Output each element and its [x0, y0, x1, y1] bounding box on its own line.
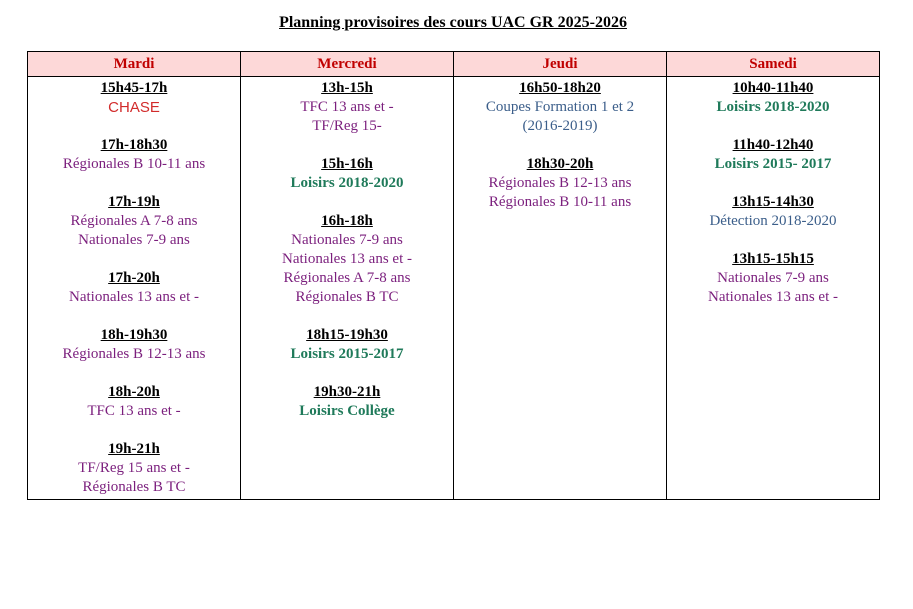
- course-slot: [671, 79, 875, 117]
- day-column-mardi: [28, 77, 241, 500]
- course-slot: [245, 155, 449, 193]
- course-slot: [245, 383, 449, 421]
- slot-course: (2016-2019): [522, 118, 598, 134]
- slot-course: Régionales B 12-13 ans: [62, 346, 206, 362]
- slot-time: 19h30-21h: [313, 384, 381, 400]
- course-slot: [245, 79, 449, 136]
- slot-course: Coupes Formation 1 et 2: [485, 99, 635, 115]
- slot-course: Loisirs Collège: [299, 403, 395, 419]
- slot-course: Régionales B 12-13 ans: [488, 175, 632, 191]
- slot-course: Nationales 13 ans et -: [282, 251, 412, 267]
- course-slot: [32, 440, 236, 497]
- course-slot: [671, 250, 875, 307]
- schedule-table: [27, 51, 880, 500]
- course-slot: [458, 79, 662, 136]
- slot-course: Régionales A 7-8 ans: [283, 270, 411, 286]
- slot-course: Régionales B TC: [295, 289, 399, 305]
- day-header-jeudi: Jeudi: [454, 52, 667, 77]
- slot-course: Nationales 7-9 ans: [291, 232, 403, 248]
- slot-course: TFC 13 ans et -: [300, 99, 394, 115]
- slot-course: TF/Reg 15-: [312, 118, 382, 134]
- day-header-samedi: Samedi: [667, 52, 880, 77]
- slot-time: 19h-21h: [108, 441, 160, 457]
- slot-course: Loisirs 2018-2020: [290, 175, 404, 191]
- slot-course: Détection 2018-2020: [709, 213, 837, 229]
- slot-time: 18h30-20h: [526, 156, 594, 172]
- slot-time: 15h45-17h: [100, 80, 168, 96]
- day-header-mercredi: Mercredi: [241, 52, 454, 77]
- course-slot: [671, 136, 875, 174]
- slot-course: Régionales A 7-8 ans: [70, 213, 198, 229]
- slot-course: Régionales B TC: [82, 479, 186, 495]
- slot-course: TFC 13 ans et -: [87, 403, 181, 419]
- course-slot: [32, 326, 236, 364]
- slot-time: 13h-15h: [321, 80, 373, 96]
- slot-time: 17h-19h: [108, 194, 160, 210]
- slot-time: 15h-16h: [321, 156, 373, 172]
- course-slot: [671, 193, 875, 231]
- course-slot: [245, 212, 449, 307]
- slot-time: 13h15-14h30: [732, 194, 814, 210]
- day-column-mercredi: [241, 77, 454, 500]
- slot-time: 18h-20h: [108, 384, 160, 400]
- slot-course: Nationales 13 ans et -: [708, 289, 838, 305]
- slot-time: 18h15-19h30: [306, 327, 388, 343]
- slot-course: CHASE: [108, 99, 160, 116]
- slot-time: 16h-18h: [321, 213, 373, 229]
- day-header-mardi: Mardi: [28, 52, 241, 77]
- document-title: Planning provisoires des cours UAC GR 2025-2026: [279, 14, 627, 31]
- course-slot: [32, 193, 236, 250]
- schedule-row: [28, 77, 880, 500]
- slot-course: Loisirs 2015- 2017: [714, 156, 832, 172]
- day-column-jeudi: [454, 77, 667, 500]
- slot-time: 17h-18h30: [100, 137, 168, 153]
- slot-course: Loisirs 2015-2017: [290, 346, 404, 362]
- header-row: [28, 52, 880, 77]
- slot-time: 13h15-15h15: [732, 251, 814, 267]
- slot-time: 16h50-18h20: [519, 80, 601, 96]
- slot-course: Nationales 7-9 ans: [717, 270, 829, 286]
- slot-time: 17h-20h: [108, 270, 160, 286]
- slot-time: 11h40-12h40: [732, 137, 814, 153]
- slot-course: Nationales 7-9 ans: [78, 232, 190, 248]
- course-slot: [32, 383, 236, 421]
- course-slot: [458, 155, 662, 212]
- slot-course: Régionales B 10-11 ans: [62, 156, 206, 172]
- slot-time: 10h40-11h40: [732, 80, 814, 96]
- day-column-samedi: [667, 77, 880, 500]
- slot-course: TF/Reg 15 ans et -: [78, 460, 190, 476]
- course-slot: [32, 269, 236, 307]
- slot-course: Nationales 13 ans et -: [69, 289, 199, 305]
- slot-time: 18h-19h30: [100, 327, 168, 343]
- slot-course: Loisirs 2018-2020: [716, 99, 830, 115]
- course-slot: [245, 326, 449, 364]
- slot-course: Régionales B 10-11 ans: [488, 194, 632, 210]
- course-slot: [32, 79, 236, 117]
- course-slot: [32, 136, 236, 174]
